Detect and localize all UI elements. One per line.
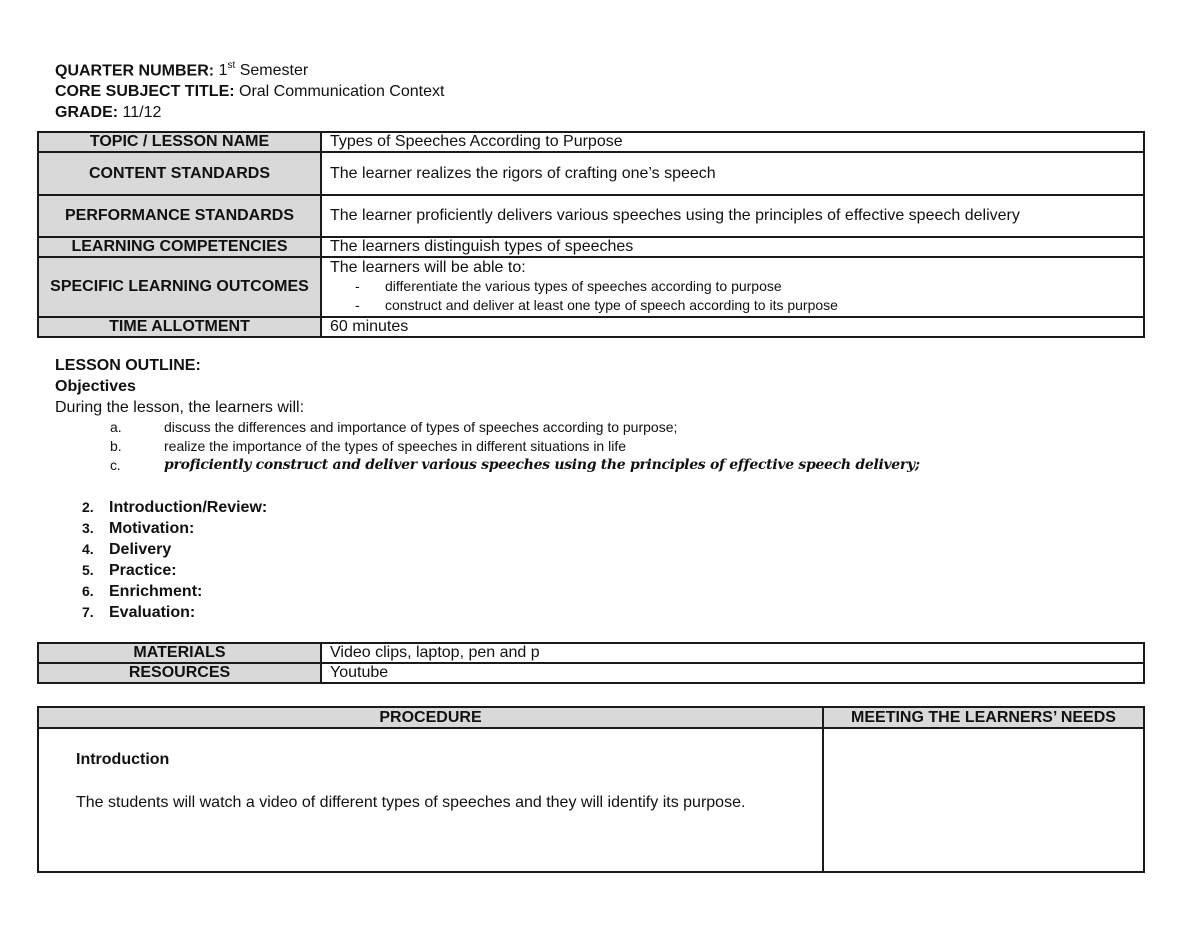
content-standards-label: CONTENT STANDARDS	[38, 152, 321, 195]
procedure-header: PROCEDURE	[38, 707, 823, 728]
list-item: 7. Evaluation:	[82, 604, 196, 621]
outline-title: LESSON OUTLINE:	[55, 357, 201, 374]
learners-needs-cell	[823, 728, 1144, 872]
resources-value: Youtube	[321, 663, 1144, 683]
list-item: - differentiate the various types of speeches according to purpose	[330, 277, 1135, 296]
list-item: 5. Practice:	[82, 562, 177, 579]
outcomes-list	[330, 277, 1135, 315]
document-header	[55, 56, 444, 123]
table-row	[38, 237, 1144, 257]
learning-outcomes-label: SPECIFIC LEARNING OUTCOMES	[38, 257, 321, 317]
learning-competencies-label: LEARNING COMPETENCIES	[38, 237, 321, 257]
learning-competencies-value: The learners distinguish types of speeches	[321, 237, 1144, 257]
grade-label: GRADE:	[55, 104, 119, 122]
objectives-list	[55, 418, 920, 475]
learners-needs-header: MEETING THE LEARNERS’ NEEDS	[823, 707, 1144, 728]
lesson-info-table	[37, 131, 1145, 338]
quarter-label: QUARTER NUMBER:	[55, 62, 215, 80]
list-item: 4. Delivery	[82, 541, 172, 558]
lesson-outline	[55, 355, 920, 475]
introduction-text: The students will watch a video of different types of speeches and they will identify its purpose.	[76, 794, 746, 811]
table-row	[38, 152, 1144, 195]
list-item: c. proficiently construct and deliver various speeches using the principles of effective speech delivery;	[110, 457, 920, 473]
introduction-title: Introduction	[76, 751, 170, 768]
procedure-table	[37, 706, 1145, 873]
grade-value: 11/12	[118, 104, 162, 122]
time-allotment-label: TIME ALLOTMENT	[38, 317, 321, 337]
topic-label: TOPIC / LESSON NAME	[38, 132, 321, 152]
list-item: a. discuss the differences and importance of types of speeches according to purpose;	[110, 419, 678, 435]
table-row	[38, 195, 1144, 237]
list-item: b. realize the importance of the types of speeches in different situations in life	[110, 438, 627, 454]
content-standards-value: The learner realizes the rigors of crafting one’s speech	[321, 152, 1144, 195]
objectives-title: Objectives	[55, 378, 136, 395]
list-item: 3. Motivation:	[82, 520, 195, 537]
performance-standards-label: PERFORMANCE STANDARDS	[38, 195, 321, 237]
performance-standards-value: The learner proficiently delivers various speeches using the principles of effective speech delivery	[321, 195, 1144, 237]
table-row	[38, 728, 1144, 872]
materials-table	[37, 642, 1145, 684]
lesson-steps-list	[82, 497, 267, 623]
table-row	[38, 643, 1144, 663]
table-row	[38, 663, 1144, 683]
procedure-cell	[38, 728, 823, 872]
subject-label: CORE SUBJECT TITLE:	[55, 83, 235, 101]
quarter-value: 1st Semester	[218, 60, 309, 80]
objectives-intro: During the lesson, the learners will:	[55, 399, 305, 416]
materials-value: Video clips, laptop, pen and p	[321, 643, 1144, 663]
learning-outcomes-value	[321, 257, 1144, 317]
table-row	[38, 132, 1144, 152]
subject-value: Oral Communication Context	[234, 83, 445, 101]
subject-line	[55, 81, 444, 102]
topic-value: Types of Speeches According to Purpose	[321, 132, 1144, 152]
list-item: 6. Enrichment:	[82, 583, 203, 600]
quarter-line	[55, 56, 444, 81]
table-row	[38, 257, 1144, 317]
time-allotment-value: 60 minutes	[321, 317, 1144, 337]
list-item: 2. Introduction/Review:	[82, 499, 268, 516]
table-row	[38, 317, 1144, 337]
resources-label: RESOURCES	[38, 663, 321, 683]
grade-line	[55, 102, 444, 123]
outcomes-intro: The learners will be able to:	[330, 259, 526, 276]
materials-label: MATERIALS	[38, 643, 321, 663]
table-header-row	[38, 707, 1144, 728]
list-item: - construct and deliver at least one type of speech according to its purpose	[330, 296, 1135, 315]
